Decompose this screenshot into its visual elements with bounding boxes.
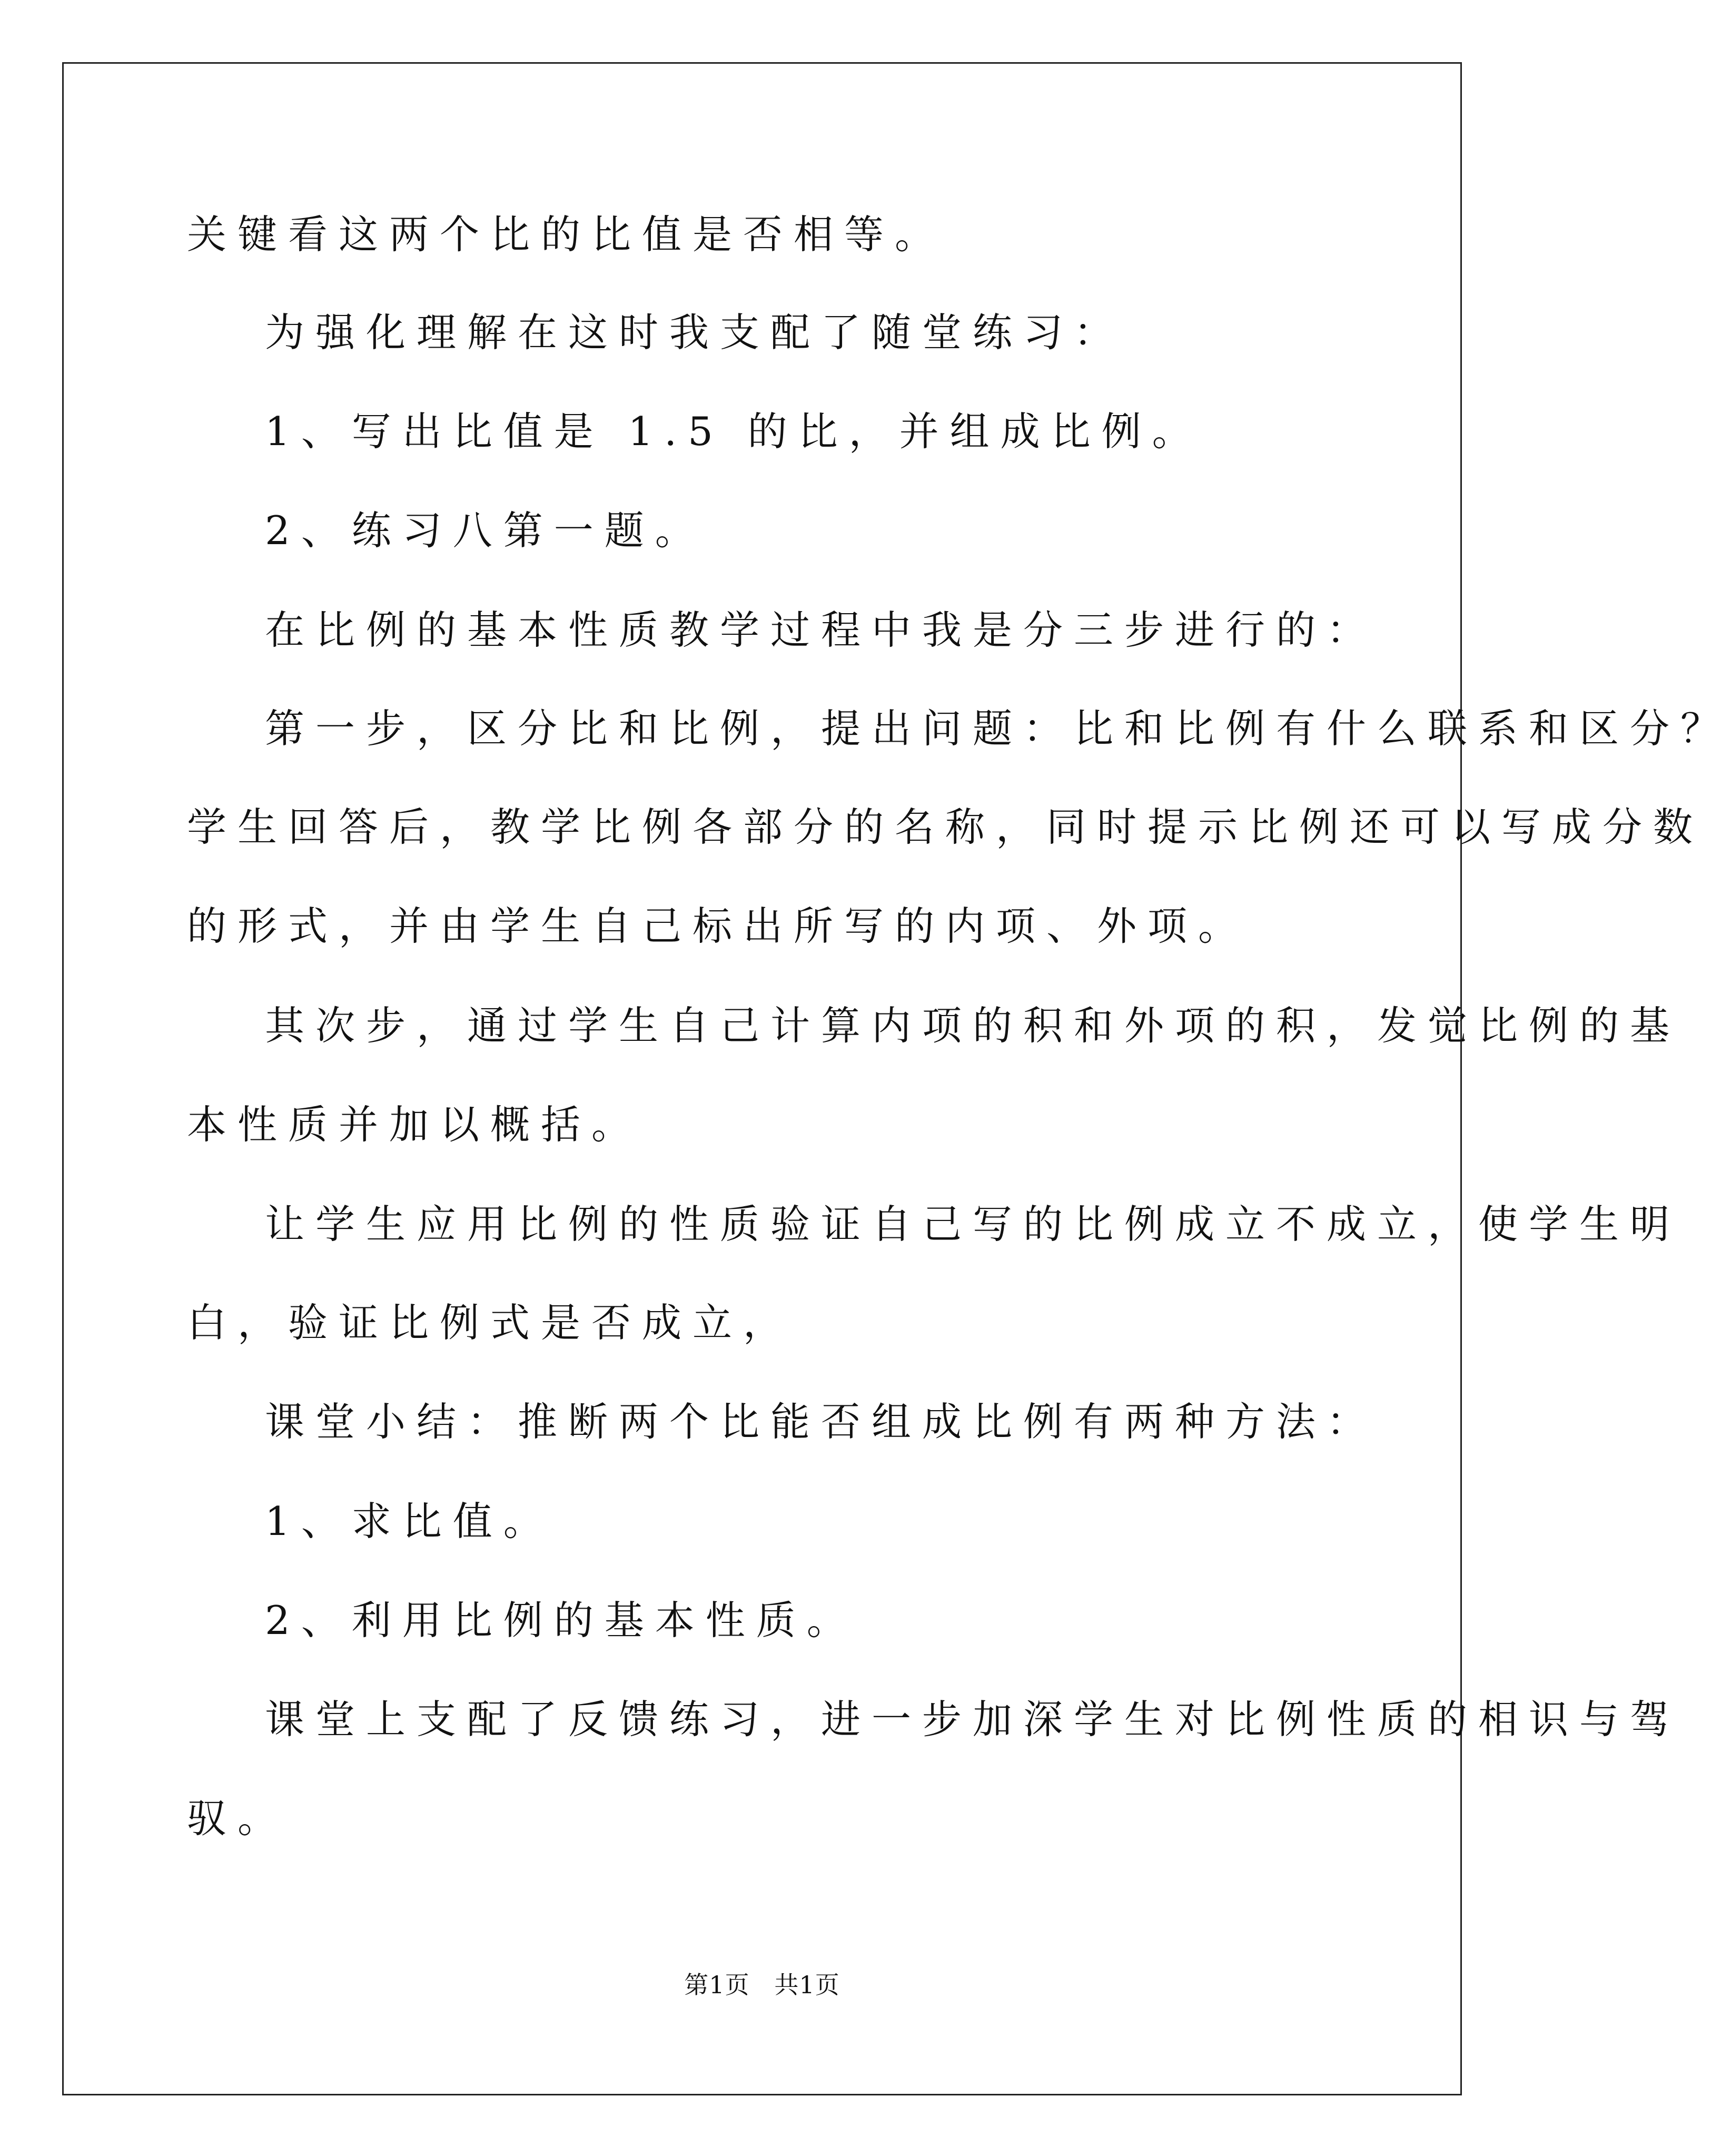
page-number-footer: 第1页 共1页: [684, 1971, 840, 1999]
text-line-12: 白，验证比例式是否成立，: [187, 1299, 794, 1346]
text-line-5: 在比例的基本性质教学过程中我是分三步进行的：: [265, 607, 1378, 653]
text-line-9: 其次步，通过学生自己计算内项的积和外项的积，发觉比例的基: [265, 1002, 1681, 1049]
text-line-10: 本性质并加以概括。: [187, 1101, 642, 1148]
text-line-14: 1、求比值。: [265, 1498, 554, 1544]
text-line-8: 的形式，并由学生自己标出所写的内项、外项。: [187, 903, 1249, 949]
text-line-17: 驭。: [187, 1795, 289, 1842]
text-line-3: 1、写出比值是 1.5 的比，并组成比例。: [265, 408, 1203, 455]
text-line-6: 第一步，区分比和比例，提出问题：比和比例有什么联系和区分？: [265, 705, 1731, 752]
text-line-13: 课堂小结：推断两个比能否组成比例有两种方法：: [265, 1399, 1378, 1445]
text-line-16: 课堂上支配了反馈练习，进一步加深学生对比例性质的相识与驾: [265, 1696, 1681, 1742]
text-line-15: 2、利用比例的基本性质。: [265, 1597, 857, 1643]
text-line-11: 让学生应用比例的性质验证自己写的比例成立不成立，使学生明: [265, 1201, 1681, 1247]
text-line-2: 为强化理解在这时我支配了随堂练习：: [265, 309, 1125, 356]
text-line-1: 关键看这两个比的比值是否相等。: [187, 211, 946, 258]
text-line-4: 2、练习八第一题。: [265, 507, 706, 554]
text-line-7: 学生回答后，教学比例各部分的名称，同时提示比例还可以写成分数: [187, 804, 1704, 850]
